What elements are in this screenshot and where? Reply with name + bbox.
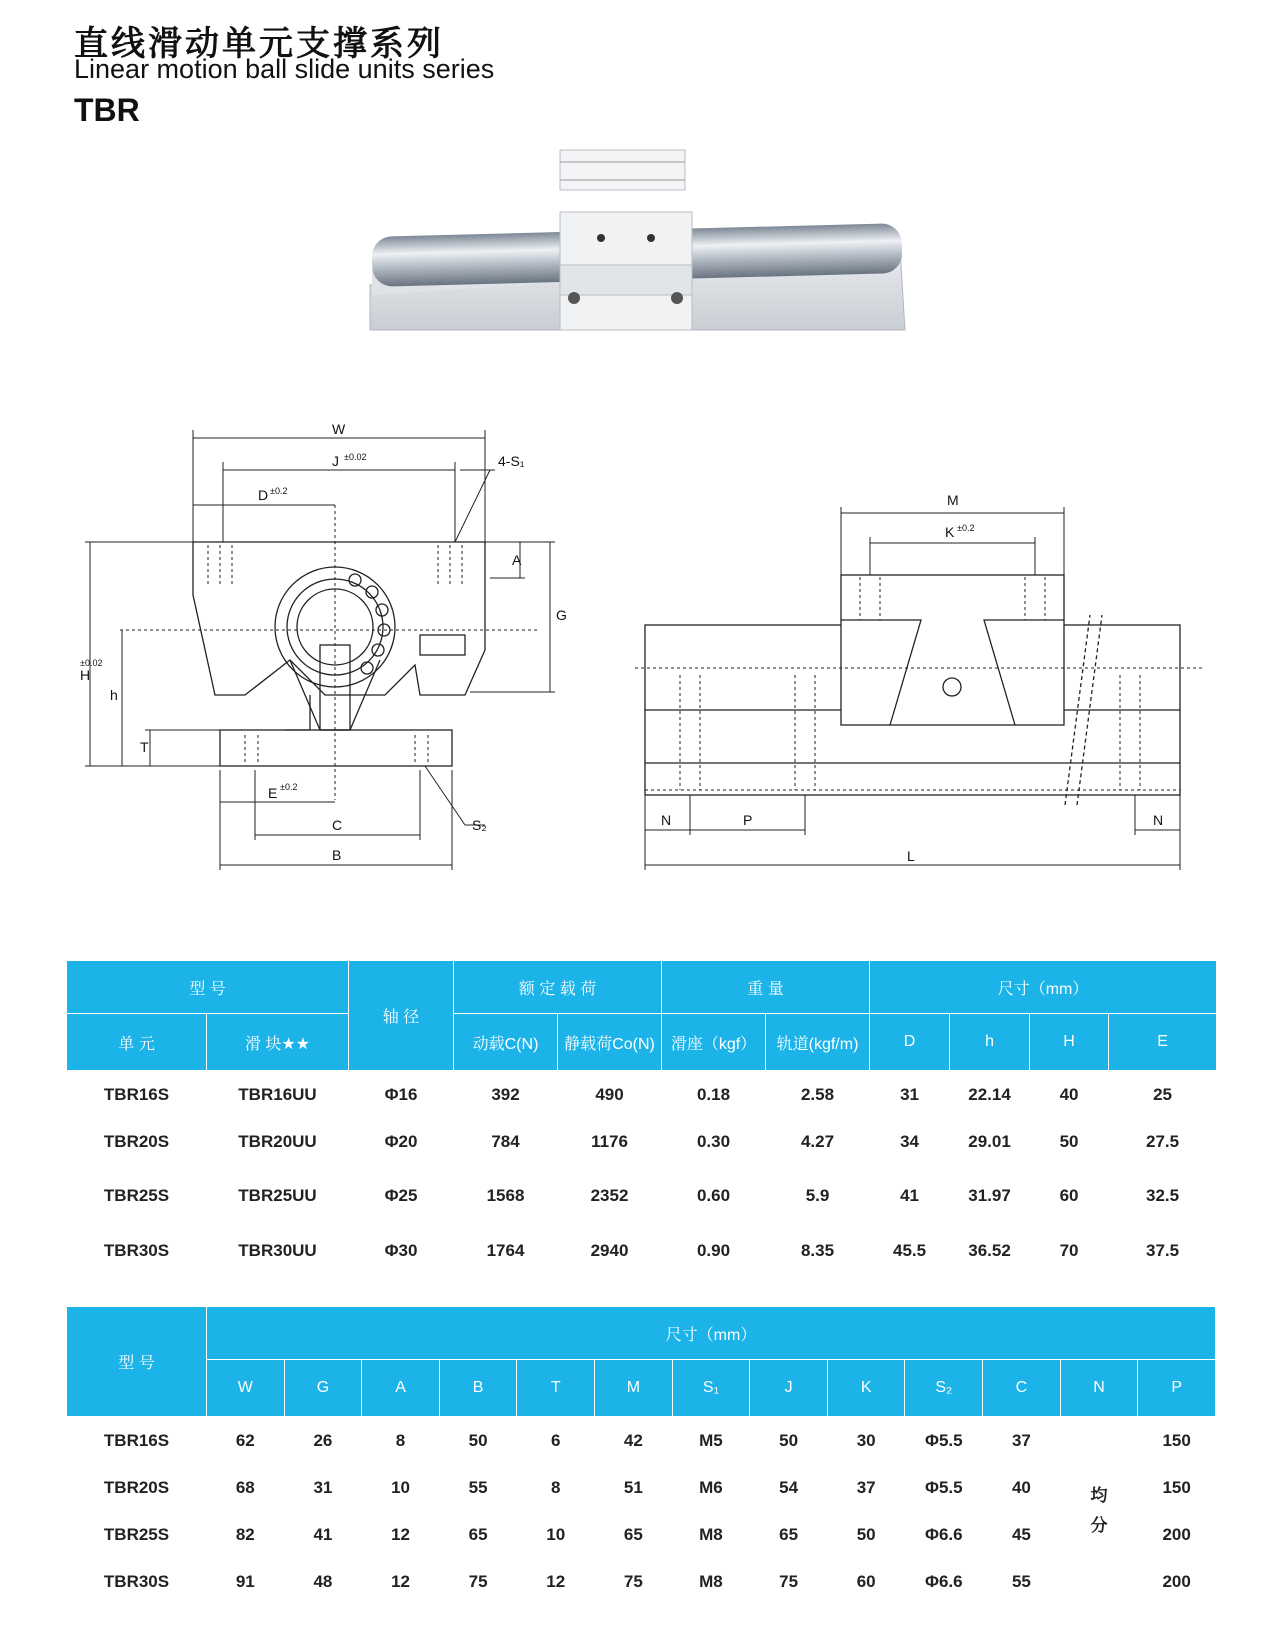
col-group-weight: 重 量 [662, 961, 870, 1014]
svg-text:M: M [947, 492, 959, 508]
col-group-model: 型 号 [67, 961, 349, 1014]
model-name: TBR [74, 92, 140, 128]
col-A: A [362, 1360, 440, 1417]
table-row: TBR25S 82 41 12 65 10 65 M8 65 50 Φ6.6 45 200 [103, 1524, 1191, 1544]
svg-text:J: J [332, 453, 339, 469]
svg-text:A: A [512, 552, 522, 568]
col-group-load: 额 定 载 荷 [454, 961, 662, 1014]
svg-text:±0.02: ±0.02 [344, 452, 367, 462]
col-G: G [284, 1360, 362, 1417]
svg-text:K: K [945, 524, 955, 540]
svg-text:B: B [332, 847, 342, 863]
col-H: H [1030, 1014, 1109, 1071]
svg-text:P: P [743, 812, 753, 828]
n-merged-cell: 均 分 [1090, 1486, 1108, 1535]
page-title-cn: 直线滑动单元支撑系列 [74, 25, 444, 63]
load-spec-table [66, 960, 1217, 1274]
table-row: TBR20S 68 31 10 55 8 51 M6 54 37 Φ5.5 40 150 [103, 1477, 1191, 1497]
svg-text:±0.2: ±0.2 [280, 782, 298, 792]
col-seat: 滑座（kgf） [662, 1014, 766, 1071]
table-row: TBR25S TBR25UU Φ25 1568 2352 0.60 5.9 41 31.97 60 32.5 [103, 1186, 1180, 1205]
svg-text:H: H [80, 667, 91, 683]
col-M: M [595, 1360, 673, 1417]
svg-text:C: C [332, 817, 343, 833]
col-P: P [1138, 1360, 1216, 1417]
col-D: D [870, 1014, 950, 1071]
svg-text:N: N [661, 812, 672, 828]
svg-text:S₂: S₂ [472, 817, 487, 833]
col-N: N [1060, 1360, 1138, 1417]
table-row: TBR20S TBR20UU Φ20 784 1176 0.30 4.27 34 29.01 50 27.5 [103, 1131, 1180, 1151]
col-h: h [950, 1014, 1030, 1071]
col-C: C [983, 1360, 1061, 1417]
svg-text:±0.02: ±0.02 [80, 658, 103, 668]
col-J: J [750, 1360, 828, 1417]
svg-text:T: T [140, 739, 149, 755]
svg-text:N: N [1153, 812, 1164, 828]
col-W: W [207, 1360, 285, 1417]
col-group-dim: 尺寸（mm） [207, 1307, 1216, 1360]
cross-section-drawing [80, 421, 600, 920]
col-T: T [517, 1360, 595, 1417]
table-row: TBR16S TBR16UU Φ16 392 490 0.18 2.58 31 22.14 40 25 [103, 1084, 1173, 1104]
svg-text:h: h [110, 687, 118, 703]
side-view-drawing [645, 492, 1220, 925]
col-block: 滑 块★★ [207, 1014, 349, 1071]
dimension-table [66, 1306, 1216, 1605]
col-shaft: 轴 径 [349, 961, 454, 1071]
svg-text:4-S₁: 4-S₁ [498, 453, 525, 469]
table-row: TBR16S 62 26 8 50 6 42 M5 50 30 Φ5.5 37 均 分 150 [67, 1417, 1216, 1465]
page-title-en: Linear motion ball slide units series [74, 54, 495, 84]
col-group-dim: 尺寸（mm） [870, 961, 1217, 1014]
col-K: K [827, 1360, 905, 1417]
svg-text:G: G [556, 607, 567, 623]
table-row: TBR30S TBR30UU Φ30 1764 2940 0.90 8.35 45.5 36.52 70 37.5 [103, 1240, 1180, 1260]
col-dynamic: 动载C(N) [454, 1014, 558, 1071]
svg-text:E: E [268, 785, 278, 801]
svg-text:±0.2: ±0.2 [270, 486, 288, 496]
col-E: E [1109, 1014, 1217, 1071]
col-S1: S₁ [672, 1360, 750, 1417]
svg-text:D: D [258, 487, 269, 503]
col-S2: S₂ [905, 1360, 983, 1417]
svg-text:L: L [907, 848, 915, 864]
col-B: B [439, 1360, 517, 1417]
col-group-model: 型 号 [67, 1307, 207, 1417]
col-rail: 轨道(kgf/m) [766, 1014, 870, 1071]
col-static: 静载荷Co(N) [558, 1014, 662, 1071]
product-photo [370, 150, 950, 360]
svg-text:±0.2: ±0.2 [957, 523, 975, 533]
svg-text:W: W [332, 421, 346, 437]
table-row: TBR30S 91 48 12 75 12 75 M8 75 60 Φ6.6 55 200 [103, 1571, 1191, 1591]
col-unit: 单 元 [67, 1014, 207, 1071]
